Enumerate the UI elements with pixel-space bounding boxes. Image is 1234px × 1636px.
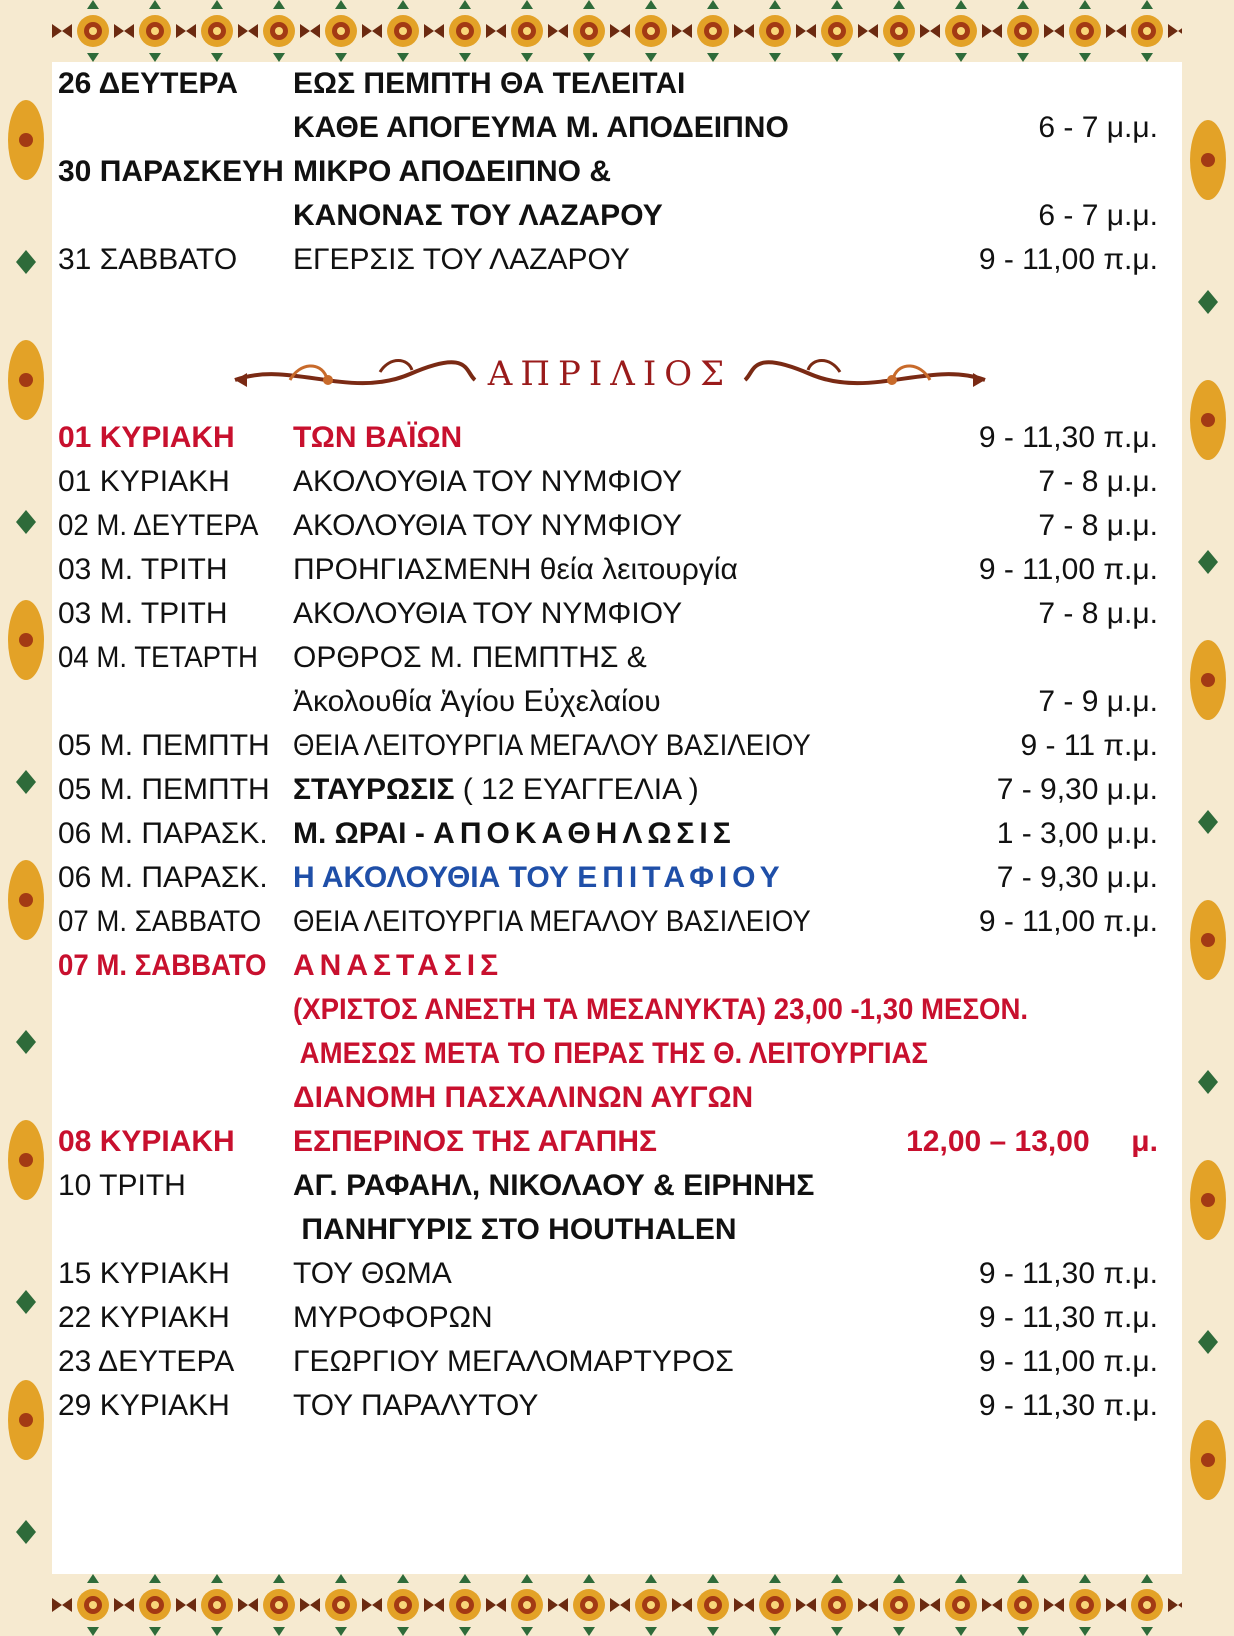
row-day: 07 Μ. ΣΑΒΒΑΤΟ (58, 905, 262, 938)
schedule-row (58, 944, 1158, 988)
schedule-row (58, 988, 1158, 1032)
row-event: (ΧΡΙΣΤΟΣ ΑΝΕΣΤΗ ΤΑ ΜΕΣΑΝΥΚΤΑ) 23,00 -1,30 ΜΕΣΟΝ. (293, 993, 1029, 1026)
row-event: ΜΥΡΟΦΟΡΩΝ (293, 1301, 493, 1334)
row-time: 9 - 11,30 π.μ. (978, 421, 1158, 454)
row-event: ΤΟΥ ΘΩΜΑ (293, 1257, 452, 1290)
row-event (293, 856, 785, 900)
row-time: 1 - 3,00 μ.μ. (996, 817, 1158, 850)
schedule-row (58, 636, 1158, 680)
row-day: 01 ΚΥΡΙΑΚΗ (58, 421, 235, 454)
event-rest-part: ( 12 ΕΥΑΓΓΕΛΙΑ ) (454, 773, 699, 806)
schedule-row (58, 62, 1158, 106)
month-title: ΑΠΡΙΛΙΟΣ (487, 354, 733, 394)
schedule-row (58, 1120, 1158, 1164)
row-event (293, 812, 736, 856)
schedule-row (58, 150, 1158, 194)
schedule-row (58, 1076, 1158, 1120)
row-time: 7 - 8 μ.μ. (1038, 509, 1158, 542)
row-time: 9 - 11,30 π.μ. (978, 1389, 1158, 1422)
row-day: 08 ΚΥΡΙΑΚΗ (58, 1125, 235, 1158)
row-time: 7 - 9,30 μ.μ. (996, 861, 1158, 894)
row-day: 04 Μ. ΤΕΤΑΡΤΗ (58, 641, 258, 674)
schedule-row (58, 1340, 1158, 1384)
row-time: 12,00 – 13,00 μ. (906, 1125, 1158, 1158)
row-day: 03 Μ. ΤΡΙΤΗ (58, 553, 228, 586)
row-day: 30 ΠΑΡΑΣΚΕΥΗ (58, 155, 284, 188)
row-day: 23 ΔΕΥΤΕΡΑ (58, 1345, 235, 1378)
event-part-b: ΑΠΟΚΑΘΗΛΩΣΙΣ (433, 817, 736, 850)
row-time: 6 - 7 μ.μ. (1038, 111, 1158, 144)
row-day: 06 Μ. ΠΑΡΑΣΚ. (58, 861, 268, 894)
row-event: ΤΩΝ ΒΑΪΩΝ (293, 421, 463, 454)
row-event (293, 768, 699, 812)
row-time: 9 - 11,00 π.μ. (978, 1345, 1158, 1378)
row-event: ΔΙΑΝΟΜΗ ΠΑΣΧΑΛΙΝΩΝ ΑΥΓΩΝ (293, 1081, 754, 1114)
row-time: 7 - 9,30 μ.μ. (996, 773, 1158, 806)
row-time: 9 - 11,30 π.μ. (978, 1301, 1158, 1334)
row-event: ΠΑΝΗΓΥΡΙΣ ΣΤΟ HOUTHALEN (293, 1213, 737, 1246)
row-day: 29 ΚΥΡΙΑΚΗ (58, 1389, 230, 1422)
row-time: 7 - 8 μ.μ. (1038, 465, 1158, 498)
row-time: 9 - 11,00 π.μ. (978, 553, 1158, 586)
schedule-row (58, 1296, 1158, 1340)
row-event: ΑΚΟΛΟΥΘΙΑ ΤΟΥ ΝΥΜΦΙΟΥ (293, 509, 683, 542)
row-event: ΑΝΑΣΤΑΣΙΣ (293, 949, 504, 982)
schedule-row (58, 238, 1158, 282)
row-day: 10 ΤΡΙΤΗ (58, 1169, 186, 1202)
schedule-row (58, 504, 1158, 548)
row-event: ΓΕΩΡΓΙΟΥ ΜΕΓΑΛΟΜΑΡΤΥΡΟΣ (293, 1345, 734, 1378)
schedule-row (58, 812, 1158, 856)
row-day: 26 ΔΕΥΤΕΡΑ (58, 67, 238, 100)
row-time: 7 - 8 μ.μ. (1038, 597, 1158, 630)
row-time: 7 - 9 μ.μ. (1038, 685, 1158, 718)
schedule-row (58, 106, 1158, 150)
row-day: 06 Μ. ΠΑΡΑΣΚ. (58, 817, 268, 850)
row-event: Ἀκολουθία Ἁγίου Εὐχελαίου (293, 685, 661, 718)
schedule-row (58, 724, 1158, 768)
row-event: ΑΓ. ΡΑΦΑΗΛ, ΝΙΚΟΛΑΟΥ & ΕΙΡΗΝΗΣ (293, 1169, 815, 1202)
row-event: ΘΕΙΑ ΛΕΙΤΟΥΡΓΙΑ ΜΕΓΑΛΟΥ ΒΑΣΙΛΕΙΟΥ (293, 729, 811, 762)
row-day: 31 ΣΑΒΒΑΤΟ (58, 243, 238, 276)
row-event: ΜΙΚΡΟ ΑΠΟΔΕΙΠΝΟ & (293, 155, 611, 188)
row-event: ΠΡΟΗΓΙΑΣΜΕΝΗ θεία λειτουργία (293, 553, 738, 586)
event-bold-part: ΣΤΑΥΡΩΣΙΣ (293, 773, 455, 806)
row-event: ΚΑΘΕ ΑΠΟΓΕΥΜΑ Μ. ΑΠΟΔΕΙΠΝΟ (293, 111, 789, 144)
row-day: 05 Μ. ΠΕΜΠΤΗ (58, 773, 270, 806)
schedule-row (58, 768, 1158, 812)
row-event: ΤΟΥ ΠΑΡΑΛΥΤΟΥ (293, 1389, 539, 1422)
row-time: 9 - 11 π.μ. (1020, 729, 1158, 762)
row-day: 15 ΚΥΡΙΑΚΗ (58, 1257, 230, 1290)
event-part-a: Η ΑΚΟΛΟΥΘΙΑ ΤΟΥ (293, 861, 578, 894)
row-event: ΕΓΕΡΣΙΣ ΤΟΥ ΛΑΖΑΡΟΥ (293, 243, 630, 276)
row-time: 9 - 11,00 π.μ. (978, 905, 1158, 938)
schedule-row (58, 856, 1158, 900)
row-day: 22 ΚΥΡΙΑΚΗ (58, 1301, 230, 1334)
row-time: 6 - 7 μ.μ. (1038, 199, 1158, 232)
row-day: 05 Μ. ΠΕΜΠΤΗ (58, 729, 270, 762)
schedule-row (58, 460, 1158, 504)
row-event: ΘΕΙΑ ΛΕΙΤΟΥΡΓΙΑ ΜΕΓΑΛΟΥ ΒΑΣΙΛΕΙΟΥ (293, 905, 811, 938)
schedule-row (58, 1252, 1158, 1296)
right-flourish-icon (740, 350, 990, 410)
row-time: 9 - 11,30 π.μ. (978, 1257, 1158, 1290)
schedule-row (58, 1384, 1158, 1428)
schedule-row (58, 1032, 1158, 1076)
month-header (230, 350, 990, 410)
event-part-a: Μ. ΩΡΑΙ - (293, 817, 434, 850)
row-day: 02 Μ. ΔΕΥΤΕΡΑ (58, 509, 259, 542)
schedule-row (58, 1208, 1158, 1252)
row-event: ΟΡΘΡΟΣ Μ. ΠΕΜΠΤΗΣ & (293, 641, 647, 674)
schedule-row (58, 680, 1158, 724)
row-day: 03 Μ. ΤΡΙΤΗ (58, 597, 228, 630)
row-event: ΑΚΟΛΟΥΘΙΑ ΤΟΥ ΝΥΜΦΙΟΥ (293, 465, 683, 498)
row-event: ΕΩΣ ΠΕΜΠΤΗ ΘΑ ΤΕΛΕΙΤΑΙ (293, 67, 686, 100)
row-day: 01 ΚΥΡΙΑΚΗ (58, 465, 230, 498)
row-event: ΑΚΟΛΟΥΘΙΑ ΤΟΥ ΝΥΜΦΙΟΥ (293, 597, 683, 630)
schedule-row (58, 1164, 1158, 1208)
schedule-row (58, 592, 1158, 636)
schedule-row (58, 900, 1158, 944)
schedule-row (58, 416, 1158, 460)
row-time: 9 - 11,00 π.μ. (978, 243, 1158, 276)
row-event: ΚΑΝΟΝΑΣ ΤΟΥ ΛΑΖΑΡΟΥ (293, 199, 663, 232)
row-event: ΑΜΕΣΩΣ ΜΕΤΑ ΤΟ ΠΕΡΑΣ ΤΗΣ Θ. ΛΕΙΤΟΥΡΓΙΑΣ (293, 1037, 929, 1070)
row-event: ΕΣΠΕΡΙΝΟΣ ΤΗΣ ΑΓΑΠΗΣ (293, 1125, 658, 1158)
schedule-row (58, 194, 1158, 238)
event-part-b: ΕΠΙΤΑΦΙΟΥ (577, 861, 785, 894)
row-day: 07 Μ. ΣΑΒΒΑΤΟ (58, 949, 267, 982)
schedule-row (58, 548, 1158, 592)
